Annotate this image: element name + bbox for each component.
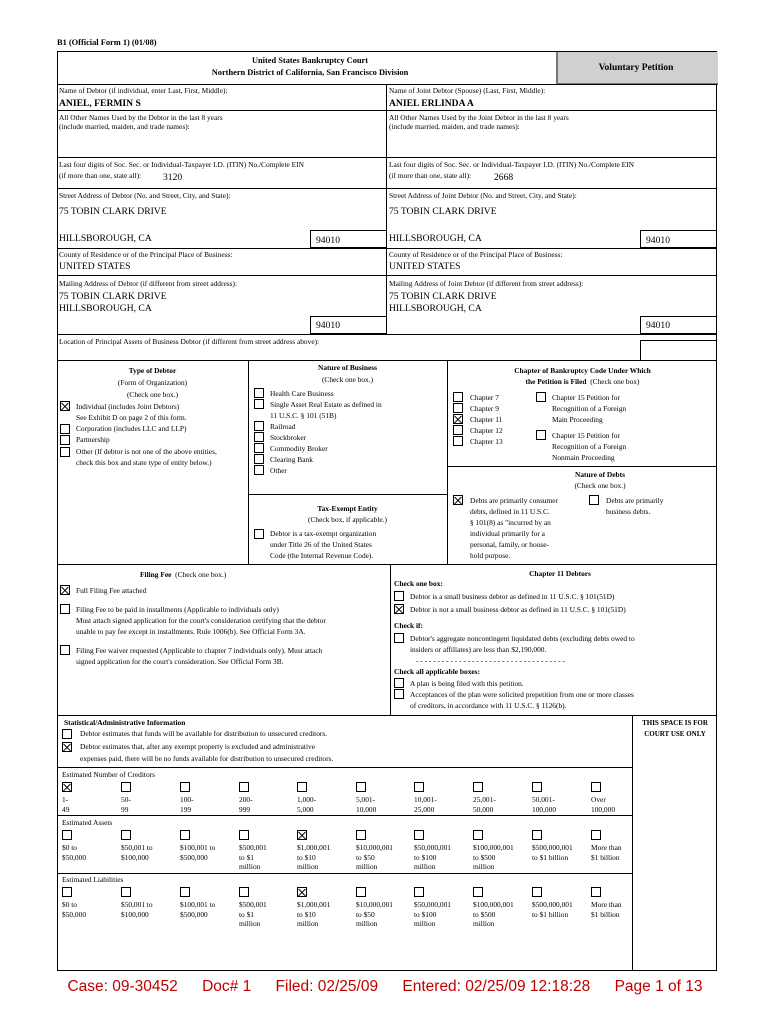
liabilities-option-label: to $100 <box>414 909 437 919</box>
assets-option-label: million <box>414 862 436 871</box>
corporation-checkbox[interactable] <box>60 424 70 434</box>
chapter-12-checkbox[interactable] <box>453 425 463 435</box>
liabilities-option-label: to $500 <box>473 909 496 919</box>
liabilities-option-label: $10,000,001 <box>356 900 393 909</box>
chapter-13-checkbox[interactable] <box>453 436 463 446</box>
nature-business-title: Nature of Business <box>318 363 377 372</box>
debtor-county-label: County of Residence or of the Principal Place of Business: <box>59 250 233 259</box>
liabilities-option-label: $50,000 <box>62 909 87 919</box>
liabilities-option-label: $500,000 <box>180 909 208 919</box>
liabilities-option-label: million <box>239 919 261 928</box>
chapter-9-checkbox[interactable] <box>453 403 463 413</box>
ch11-title: Chapter 11 Debtors <box>529 569 591 578</box>
commodity-broker-checkbox[interactable] <box>254 443 264 453</box>
creditors-option-checkbox[interactable] <box>180 782 190 792</box>
liabilities-option-label: $500,001 <box>239 900 267 909</box>
assets-option-label: $1,000,001 <box>297 843 331 852</box>
creditors-option-label: 99 <box>121 804 129 814</box>
assets-option-label: million <box>239 862 261 871</box>
creditors-option-label: 1- <box>62 795 69 804</box>
joint-county-label: County of Residence or of the Principal Place of Business: <box>389 250 563 259</box>
creditors-option-label: 50,000 <box>473 804 494 814</box>
assets-option-label: $500,000,001 <box>532 843 573 852</box>
creditors-option-label: 100,000 <box>591 804 616 814</box>
liabilities-option-label: to $50 <box>356 909 375 919</box>
assets-option-label: $50,000,001 <box>414 843 451 852</box>
liabilities-option-label: $50,001 to <box>121 900 153 909</box>
assets-option-checkbox[interactable] <box>297 830 307 840</box>
plan-filed-checkbox[interactable] <box>394 678 404 688</box>
assets-option-label: to $50 <box>356 852 375 862</box>
liabilities-option-checkbox[interactable] <box>414 887 424 897</box>
tax-exempt-checkbox[interactable] <box>254 529 264 539</box>
creditors-option-checkbox[interactable] <box>239 782 249 792</box>
filing-fee-title: Filing Fee <box>140 570 172 579</box>
assets-option-label: $500,001 <box>239 843 267 852</box>
creditors-option-label: 100- <box>180 795 194 804</box>
assets-option-label: million <box>473 862 495 871</box>
liabilities-option-label: to $10 <box>297 909 316 919</box>
not-small-business-checkbox[interactable] <box>394 604 404 614</box>
liabilities-option-checkbox[interactable] <box>180 887 190 897</box>
assets-option-checkbox[interactable] <box>239 830 249 840</box>
assets-option-checkbox[interactable] <box>414 830 424 840</box>
assets-option-label: $10,000,001 <box>356 843 393 852</box>
liabilities-option-label: million <box>356 919 378 928</box>
other-business-checkbox[interactable] <box>254 465 264 475</box>
petition-title: Voluntary Petition <box>598 63 674 73</box>
nature-debts-title: Nature of Debts <box>575 470 625 479</box>
tax-exempt-title: Tax-Exempt Entity <box>317 504 378 513</box>
assets-option-checkbox[interactable] <box>473 830 483 840</box>
creditors-option-checkbox[interactable] <box>121 782 131 792</box>
liabilities-option-label: $100,000 <box>121 909 149 919</box>
creditors-option-checkbox[interactable] <box>591 782 601 792</box>
other-entity-checkbox[interactable] <box>60 447 70 457</box>
debtor-street[interactable]: 75 TOBIN CLARK DRIVE <box>59 206 167 217</box>
liabilities-option-checkbox[interactable] <box>473 887 483 897</box>
consumer-debts-checkbox[interactable] <box>453 495 463 505</box>
chapter-15-nonmain-checkbox[interactable] <box>536 430 546 440</box>
debtor-ssn[interactable]: 3120 <box>163 172 183 183</box>
creditors-option-label: 1,000- <box>297 795 317 804</box>
assets-option-label: $100,000 <box>121 852 149 862</box>
debtor-name-label: Name of Debtor (if individual, enter Last, First, Middle): <box>59 86 228 95</box>
funds-available-checkbox[interactable] <box>62 729 72 739</box>
assets-option-label: to $10 <box>297 852 316 862</box>
assets-option-checkbox[interactable] <box>532 830 542 840</box>
assets-option-checkbox[interactable] <box>121 830 131 840</box>
assets-option-label: $50,001 to <box>121 843 153 852</box>
creditors-option-label: 5,001- <box>356 795 376 804</box>
debtor-city[interactable]: HILLSBOROUGH, CA <box>59 233 152 244</box>
liabilities-option-label: $1 billion <box>591 909 620 919</box>
chapter-7-checkbox[interactable] <box>453 392 463 402</box>
debtor-other-names-label: All Other Names Used by the Debtor in the last 8 years <box>59 113 223 122</box>
joint-name[interactable]: ANIEL ERLINDA A <box>389 98 474 109</box>
fee-waiver-checkbox[interactable] <box>60 645 70 655</box>
creditors-option-label: 10,001- <box>414 795 437 804</box>
chapter-15-main-checkbox[interactable] <box>536 392 546 402</box>
creditors-option-label: 10,000 <box>356 804 377 814</box>
joint-mailing-street[interactable]: 75 TOBIN CLARK DRIVE <box>389 291 497 302</box>
stockbroker-checkbox[interactable] <box>254 432 264 442</box>
joint-county[interactable]: UNITED STATES <box>389 261 461 272</box>
assets-option-label: to $500 <box>473 852 496 862</box>
joint-other-names-label: All Other Names Used by the Joint Debtor in the last 8 years <box>389 113 569 122</box>
partnership-checkbox[interactable] <box>60 435 70 445</box>
liabilities-option-checkbox[interactable] <box>532 887 542 897</box>
debtor-mailing-street[interactable]: 75 TOBIN CLARK DRIVE <box>59 291 167 302</box>
liabilities-option-label: $50,000,001 <box>414 900 451 909</box>
creditors-option-checkbox[interactable] <box>414 782 424 792</box>
assets-option-label: to $1 billion <box>532 852 569 862</box>
liabilities-option-label: More than <box>591 900 622 909</box>
creditors-option-label: 200- <box>239 795 253 804</box>
liabilities-option-label: $500,000,001 <box>532 900 573 909</box>
liabilities-option-label: million <box>414 919 436 928</box>
creditors-option-label: Over <box>591 795 606 804</box>
creditors-option-label: 199 <box>180 804 192 814</box>
creditors-option-label: 50,001- <box>532 795 555 804</box>
liabilities-option-checkbox[interactable] <box>62 887 72 897</box>
joint-zip[interactable]: 94010 <box>646 235 670 246</box>
filed-date: Filed: 02/25/09 <box>275 978 379 995</box>
assets-option-checkbox[interactable] <box>356 830 366 840</box>
assets-option-label: million <box>356 862 378 871</box>
assets-option-label: $50,000 <box>62 852 87 862</box>
debtor-ssn-label: Last four digits of Soc. Sec. or Individual-Taxpayer I.D. (ITIN) No./Complete EIN <box>59 160 304 169</box>
case-footer <box>0 978 770 996</box>
court-name: United States Bankruptcy Court <box>251 56 369 65</box>
liabilities-option-label: $1,000,001 <box>297 900 331 909</box>
creditors-option-checkbox[interactable] <box>62 782 72 792</box>
assets-option-checkbox[interactable] <box>62 830 72 840</box>
creditors-label: Estimated Number of Creditors <box>62 770 155 779</box>
chapter-title: Chapter of Bankruptcy Code Under Which <box>514 366 651 375</box>
assets-option-label: $100,001 to <box>180 843 216 852</box>
creditors-option-label: 50- <box>121 795 131 804</box>
assets-option-label: to $100 <box>414 852 437 862</box>
joint-mailing-label: Mailing Address of Joint Debtor (if different from street address): <box>389 279 584 288</box>
railroad-checkbox[interactable] <box>254 421 264 431</box>
creditors-option-checkbox[interactable] <box>473 782 483 792</box>
liabilities-option-checkbox[interactable] <box>356 887 366 897</box>
creditors-option-label: 5,000 <box>297 804 314 814</box>
liabilities-option-label: million <box>297 919 319 928</box>
full-fee-checkbox[interactable] <box>60 585 70 595</box>
debtor-mailing-city[interactable]: HILLSBOROUGH, CA <box>59 303 152 314</box>
assets-option-checkbox[interactable] <box>591 830 601 840</box>
liabilities-option-label: million <box>473 919 495 928</box>
assets-label: Estimated Assets <box>62 818 113 827</box>
liabilities-option-label: to $1 billion <box>532 909 569 919</box>
individual-checkbox[interactable] <box>60 401 70 411</box>
creditors-option-label: 100,000 <box>532 804 557 814</box>
court-use-label: THIS SPACE IS FOR <box>642 719 708 727</box>
doc-number: Doc# 1 <box>202 978 252 995</box>
acceptances-checkbox[interactable] <box>394 689 404 699</box>
creditors-option-checkbox[interactable] <box>356 782 366 792</box>
joint-mailing-city[interactable]: HILLSBOROUGH, CA <box>389 303 482 314</box>
liabilities-option-checkbox[interactable] <box>297 887 307 897</box>
liabilities-option-label: to $1 <box>239 909 254 919</box>
liabilities-option-checkbox[interactable] <box>121 887 131 897</box>
debtor-street-label: Street Address of Debtor (No. and Street, City, and State): <box>59 191 231 200</box>
no-funds-checkbox[interactable] <box>62 742 72 752</box>
health-care-checkbox[interactable] <box>254 388 264 398</box>
assets-option-label: $0 to <box>62 843 77 852</box>
debtor-mailing-label: Mailing Address of Debtor (if different from street address): <box>59 279 238 288</box>
small-business-checkbox[interactable] <box>394 591 404 601</box>
joint-ssn-label: Last four digits of Soc. Sec. or Individual-Taxpayer I.D. (ITIN) No./Complete EIN <box>389 160 634 169</box>
page-number: Page 1 of 13 <box>614 978 703 995</box>
assets-option-label: More than <box>591 843 622 852</box>
liabilities-option-checkbox[interactable] <box>239 887 249 897</box>
debtor-county[interactable]: UNITED STATES <box>59 261 131 272</box>
joint-name-label: Name of Joint Debtor (Spouse) (Last, First, Middle): <box>389 86 546 95</box>
creditors-option-label: 999 <box>239 804 251 814</box>
liabilities-option-label: $100,000,001 <box>473 900 514 909</box>
liabilities-option-checkbox[interactable] <box>591 887 601 897</box>
assets-option-label: $100,000,001 <box>473 843 514 852</box>
liabilities-label: Estimated Liabilities <box>62 875 124 884</box>
joint-city[interactable]: HILLSBOROUGH, CA <box>389 233 482 244</box>
assets-option-label: $500,000 <box>180 852 208 862</box>
debtor-name[interactable]: ANIEL, FERMIN S <box>59 98 141 109</box>
aggregate-debts-checkbox[interactable] <box>394 633 404 643</box>
joint-street[interactable]: 75 TOBIN CLARK DRIVE <box>389 206 497 217</box>
liabilities-option-label: $0 to <box>62 900 77 909</box>
business-debts-checkbox[interactable] <box>589 495 599 505</box>
assets-option-label: $1 billion <box>591 852 620 862</box>
debtor-zip[interactable]: 94010 <box>316 235 340 246</box>
joint-street-label: Street Address of Joint Debtor (No. and Street, City, and State): <box>389 191 577 200</box>
joint-ssn[interactable]: 2668 <box>494 172 514 183</box>
creditors-option-checkbox[interactable] <box>532 782 542 792</box>
creditors-option-label: 25,000 <box>414 804 435 814</box>
assets-option-label: million <box>297 862 319 871</box>
entered-date: Entered: 02/25/09 12:18:28 <box>402 978 591 995</box>
form-id: B1 (Official Form 1) (01/08) <box>57 38 157 47</box>
debtor-mailing-zip[interactable]: 94010 <box>316 320 340 331</box>
joint-mailing-zip[interactable]: 94010 <box>646 320 670 331</box>
creditors-option-label: 25,001- <box>473 795 496 804</box>
chapter-11-checkbox[interactable] <box>453 414 463 424</box>
case-number: Case: 09-30452 <box>67 978 178 995</box>
liabilities-option-label: $100,001 to <box>180 900 216 909</box>
stats-title: Statistical/Administrative Information <box>64 718 186 727</box>
single-asset-checkbox[interactable] <box>254 399 264 409</box>
assets-option-checkbox[interactable] <box>180 830 190 840</box>
type-debtor-title: Type of Debtor <box>128 366 177 375</box>
installments-checkbox[interactable] <box>60 604 70 614</box>
creditors-option-checkbox[interactable] <box>297 782 307 792</box>
assets-option-label: to $1 <box>239 852 254 862</box>
court-district: Northern District of California, San Francisco Division <box>211 68 409 77</box>
clearing-bank-checkbox[interactable] <box>254 454 264 464</box>
location-label: Location of Principal Assets of Business Debtor (if different from street address above): <box>59 337 320 346</box>
creditors-option-label: 49 <box>62 804 70 814</box>
